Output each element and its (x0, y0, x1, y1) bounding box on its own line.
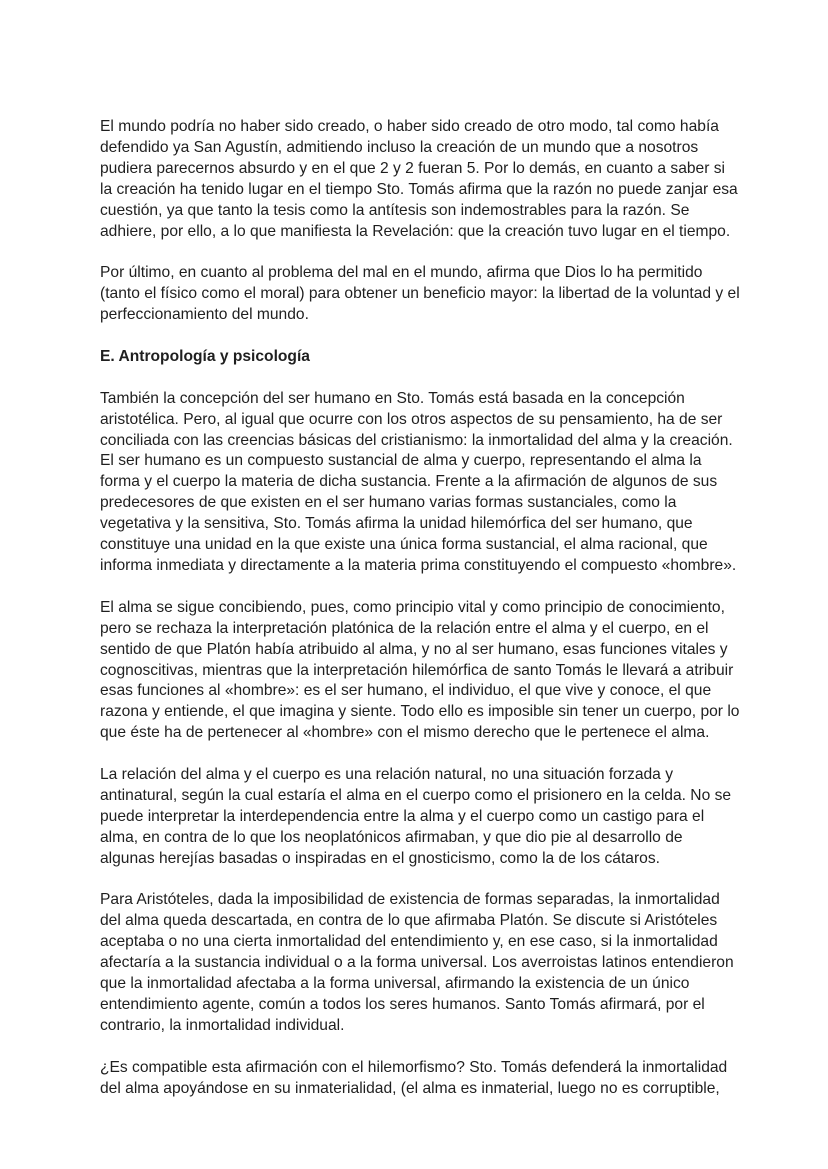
text-line: pero se rechaza la interpretación platónica de la relación entre el alma y el cuerpo, en el (100, 619, 709, 637)
text-line: (tanto el físico como el moral) para obtener un beneficio mayor: la libertad de la voluntad y el (100, 285, 740, 303)
text-line: informa inmediata y directamente a la materia prima constituyendo el compuesto «hombre». (100, 556, 737, 574)
text-line: El alma se sigue concibiendo, pues, como principio vital y como principio de conocimiento, (100, 598, 725, 616)
text-line: algunas herejías basadas o inspiradas en el gnosticismo, como la de los cátaros. (100, 849, 660, 867)
text-line: que éste ha de pertenecer al «hombre» con el mismo derecho que le pertenece el alma. (100, 724, 710, 742)
section-heading: E. Antropología y psicología (100, 347, 310, 365)
paragraph-soul-principle (100, 598, 740, 744)
text-line: conciliada con las creencias básicas del cristianismo: la inmortalidad del alma y la creación. (100, 431, 733, 449)
text-line: vegetativa y la sensitiva, Sto. Tomás afirma la unidad hilemórfica del ser humano, que (100, 515, 693, 533)
text-line: contrario, la inmortalidad individual. (100, 1016, 345, 1034)
text-line: del alma apoyándose en su inmaterialidad, (el alma es inmaterial, luego no es corruptible, (100, 1079, 720, 1097)
text-line: adhiere, por ello, a lo que manifiesta la Revelación: que la creación tuvo lugar en el tiempo. (100, 222, 731, 240)
text-line: La relación del alma y el cuerpo es una relación natural, no una situación forzada y (100, 766, 673, 784)
paragraph-problem-of-evil (100, 263, 740, 326)
text-line: entendimiento agente, común a todos los seres humanos. Santo Tomás afirmará, por el (100, 995, 705, 1013)
text-line: constituye una unidad en la que existe una única forma sustancial, el alma racional, que (100, 536, 708, 554)
text-line: También la concepción del ser humano en Sto. Tomás está basada en la concepción (100, 389, 685, 407)
text-line: defendido ya San Agustín, admitiendo incluso la creación de un mundo que a nosotros (100, 138, 699, 156)
text-line: la creación ha tenido lugar en el tiempo Sto. Tomás afirma que la razón no puede zanjar esa (100, 180, 738, 198)
text-line: que la inmortalidad afectaba a la forma universal, afirmando la existencia de un único (100, 975, 690, 993)
paragraph-creation (100, 117, 740, 242)
text-line: cognoscitivas, mientras que la interpretación hilemórfica de santo Tomás le llevará a atribuir (100, 661, 734, 679)
text-line: El ser humano es un compuesto sustancial de alma y cuerpo, representando el alma la (100, 452, 702, 470)
text-line: sentido de que Platón había atribuido al alma, y no al ser humano, esas funciones vitales y (100, 640, 728, 658)
text-line: puede interpretar la interdependencia entre la alma y el cuerpo como un castigo para el (100, 807, 705, 825)
text-line: pudiera parecernos absurdo y en el que 2 y 2 fueran 5. Por lo demás, en cuanto a saber si (100, 159, 726, 177)
text-line: esas funciones al «hombre»: es el ser humano, el individuo, el que vive y conoce, el que (100, 682, 712, 700)
text-line: alma, en contra de lo que los neoplatónicos afirmaban, y que dio pie al desarrollo de (100, 828, 683, 846)
document-page (100, 117, 740, 1120)
paragraph-hylomorphism-question (100, 1058, 740, 1100)
text-line: afectaría a la sustancia individual o a la forma universal. Los averroistas latinos entendieron (100, 954, 734, 972)
paragraph-immortality (100, 890, 740, 1036)
text-line: cuestión, ya que tanto la tesis como la antítesis son indemostrables para la razón. Se (100, 201, 690, 219)
paragraph-human-conception (100, 389, 740, 577)
text-line: del alma queda descartada, en contra de lo que afirmaba Platón. Se discute si Aristóteles (100, 912, 718, 930)
text-line: ¿Es compatible esta afirmación con el hilemorfismo? Sto. Tomás defenderá la inmortalidad (100, 1058, 728, 1076)
text-line: Para Aristóteles, dada la imposibilidad de existencia de formas separadas, la inmortalidad (100, 891, 720, 909)
text-line: El mundo podría no haber sido creado, o haber sido creado de otro modo, tal como había (100, 118, 719, 135)
text-line: aceptaba o no una cierta inmortalidad del entendimiento y, en ese caso, si la inmortalidad (100, 933, 718, 951)
text-line: predecesores de que existen en el ser humano varias formas sustanciales, como la (100, 494, 677, 512)
text-line: perfeccionamiento del mundo. (100, 306, 309, 324)
text-line: razona y entiende, el que imagina y siente. Todo ello es imposible sin tener un cuerpo, por lo (100, 703, 740, 721)
text-line: forma y el cuerpo la materia de dicha sustancia. Frente a la afirmación de algunos de sus (100, 473, 718, 491)
paragraph-soul-body-relation (100, 765, 740, 870)
text-line: aristotélica. Pero, al igual que ocurre con los otros aspectos de su pensamiento, ha de ser (100, 410, 723, 428)
text-line: antinatural, según la cual estaría el alma en el cuerpo como el prisionero en la celda. No se (100, 786, 732, 804)
text-line: Por último, en cuanto al problema del mal en el mundo, afirma que Dios lo ha permitido (100, 264, 703, 282)
